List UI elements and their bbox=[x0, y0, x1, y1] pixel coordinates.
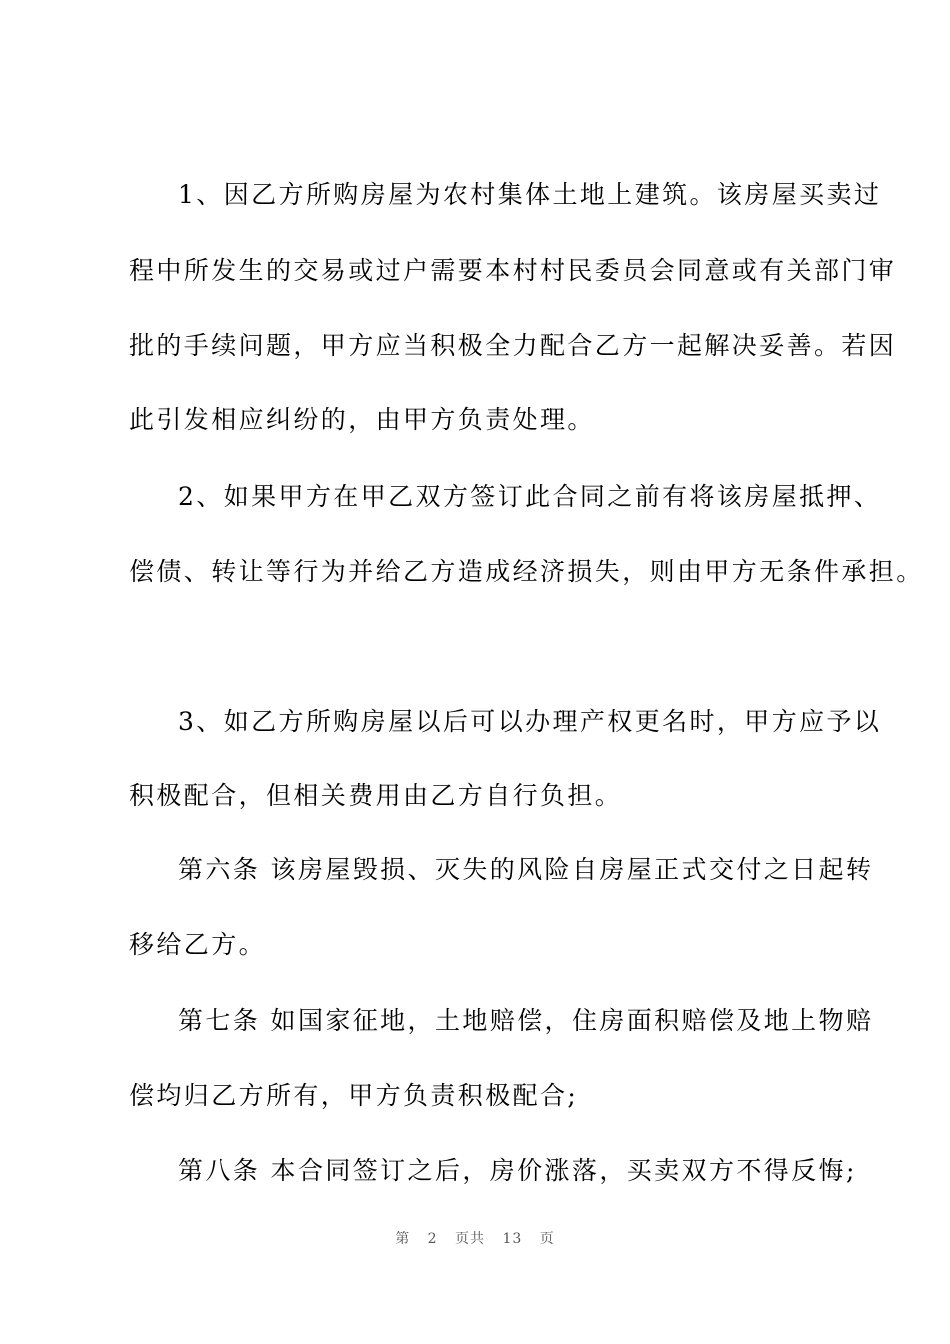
article-7-line-2: 偿均归乙方所有，甲方负责积极配合; bbox=[129, 1081, 579, 1110]
article-6-line-1: 第六条 该房屋毁损、灭失的风险自房屋正式交付之日起转 bbox=[178, 855, 874, 884]
footer-prefix: 第 bbox=[395, 1231, 411, 1247]
page-footer bbox=[0, 1228, 950, 1248]
paragraph-2-line-1: 2、如果甲方在甲乙双方签订此合同之前有将该房屋抵押、 bbox=[178, 482, 882, 511]
paragraph-2-line-2: 偿债、转让等行为并给乙方造成经济损失，则由甲方无条件承担。 bbox=[129, 557, 924, 586]
footer-current-page: 2 bbox=[427, 1231, 438, 1247]
paragraph-3-line-1: 3、如乙方所购房屋以后可以办理产权更名时，甲方应予以 bbox=[178, 707, 882, 736]
article-6-line-2: 移给乙方。 bbox=[129, 930, 267, 959]
paragraph-1-line-2: 程中所发生的交易或过户需要本村村民委员会同意或有关部门审 bbox=[129, 256, 897, 285]
footer-suffix: 页 bbox=[539, 1231, 555, 1247]
footer-middle: 页共 bbox=[455, 1231, 486, 1247]
paragraph-1-line-4: 此引发相应纠纷的，由甲方负责处理。 bbox=[129, 405, 595, 434]
footer-total-pages: 13 bbox=[502, 1231, 523, 1247]
paragraph-1-line-3: 批的手续问题，甲方应当积极全力配合乙方一起解决妥善。若因 bbox=[129, 331, 897, 360]
paragraph-3-line-2: 积极配合，但相关费用由乙方自行负担。 bbox=[129, 781, 623, 810]
article-8-line-1: 第八条 本合同签订之后，房价涨落，买卖双方不得反悔; bbox=[178, 1156, 857, 1185]
article-7-line-1: 第七条 如国家征地，土地赔偿，住房面积赔偿及地上物赔 bbox=[178, 1006, 874, 1035]
paragraph-1-line-1: 1、因乙方所购房屋为农村集体土地上建筑。该房屋买卖过 bbox=[178, 180, 882, 209]
